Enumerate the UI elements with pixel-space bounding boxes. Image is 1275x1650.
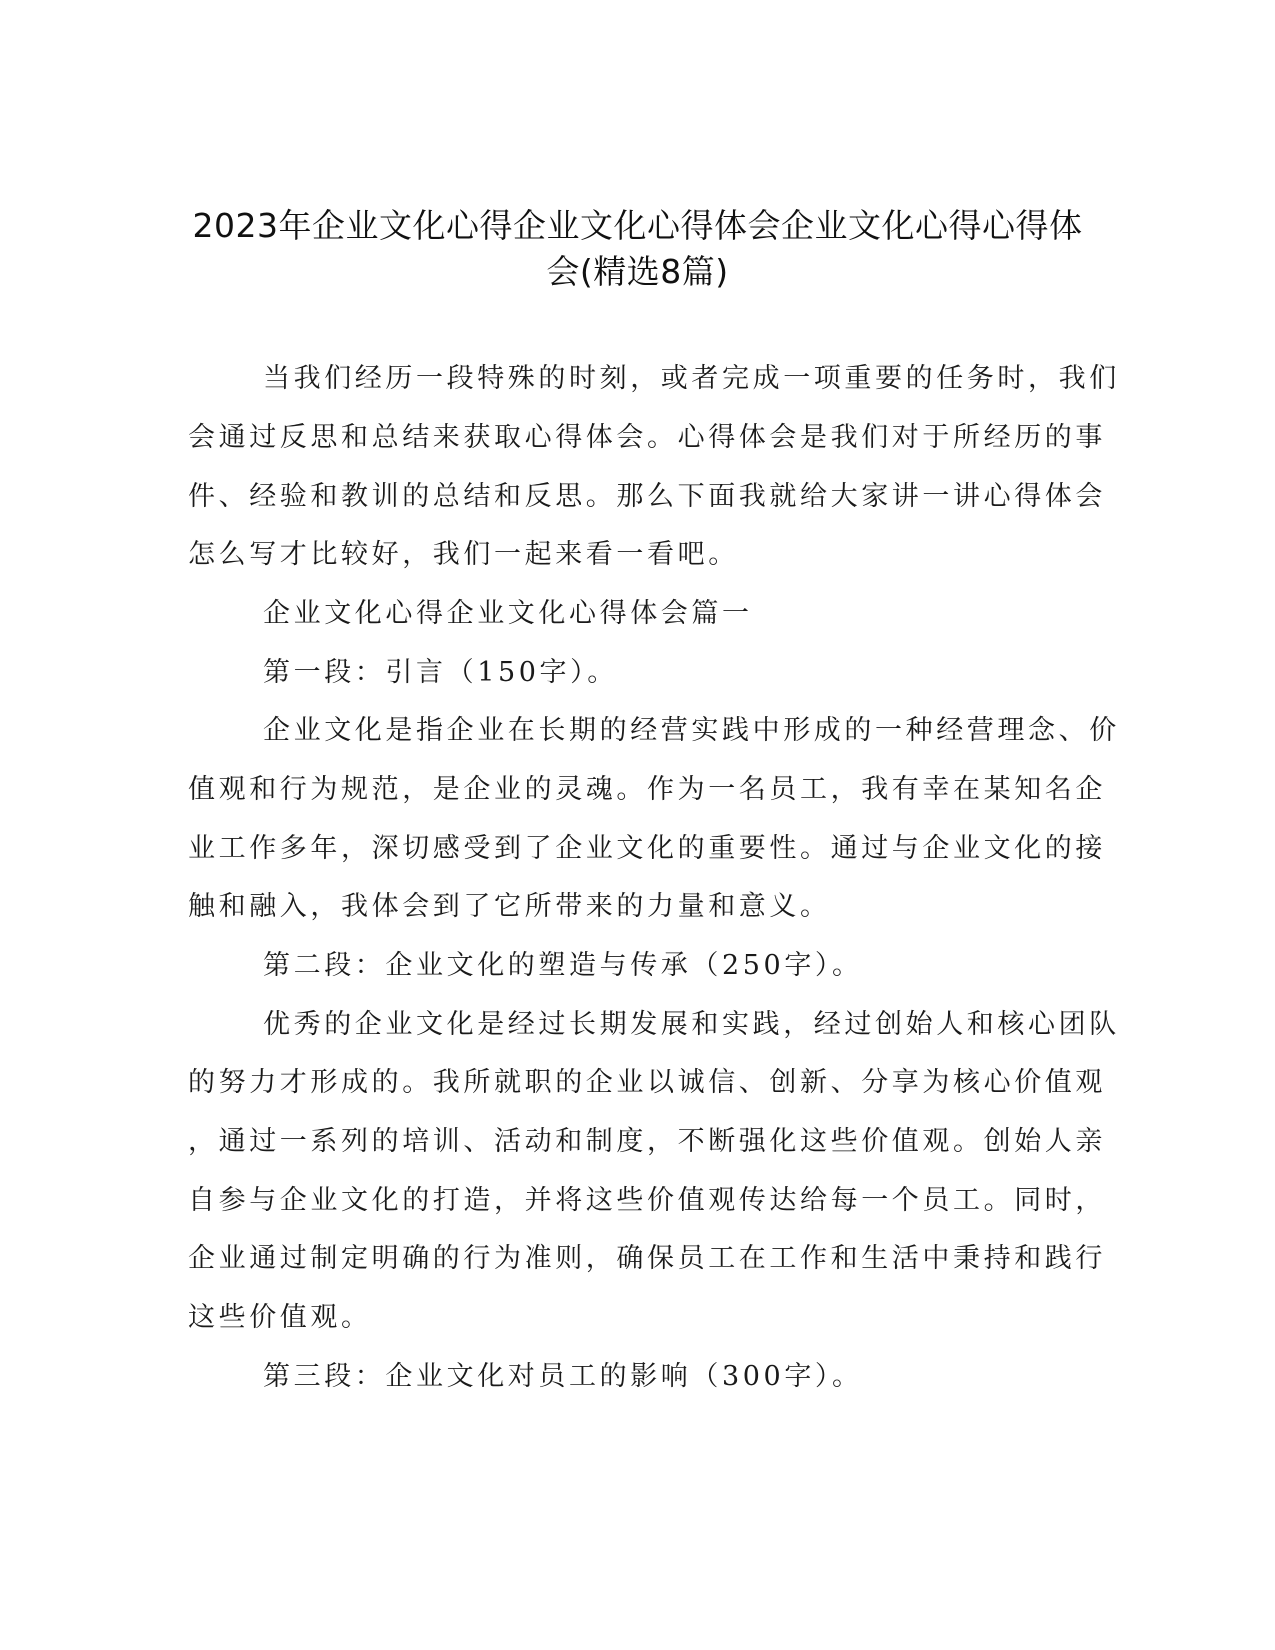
paragraph-line: 业工作多年，深切感受到了企业文化的重要性。通过与企业文化的接: [188, 833, 1106, 864]
paragraph-line: 这些价值观。: [188, 1302, 372, 1333]
section-heading: 企业文化心得企业文化心得体会篇一: [263, 598, 753, 629]
document-title-line-2: 会(精选8篇): [546, 252, 729, 291]
intro-paragraph-line: 怎么写才比较好，我们一起来看一看吧。: [188, 539, 739, 570]
paragraph-line: 触和融入，我体会到了它所带来的力量和意义。: [188, 891, 831, 922]
subsection-heading: 第三段：企业文化对员工的影响（300字）。: [263, 1361, 863, 1392]
subsection-heading: 第一段：引言（150字）。: [263, 657, 618, 688]
paragraph-line: ，通过一系列的培训、活动和制度，不断强化这些价值观。创始人亲: [188, 1126, 1106, 1157]
paragraph-line: 优秀的企业文化是经过长期发展和实践，经过创始人和核心团队: [263, 1009, 1120, 1040]
intro-paragraph-line: 件、经验和教训的总结和反思。那么下面我就给大家讲一讲心得体会: [188, 481, 1106, 512]
intro-paragraph-line: 当我们经历一段特殊的时刻，或者完成一项重要的任务时，我们: [263, 363, 1120, 394]
paragraph-line: 企业通过制定明确的行为准则，确保员工在工作和生活中秉持和践行: [188, 1243, 1106, 1274]
paragraph-line: 企业文化是指企业在长期的经营实践中形成的一种经营理念、价: [263, 715, 1120, 746]
subsection-heading: 第二段：企业文化的塑造与传承（250字）。: [263, 950, 863, 981]
paragraph-line: 的努力才形成的。我所就职的企业以诚信、创新、分享为核心价值观: [188, 1067, 1106, 1098]
paragraph-line: 值观和行为规范，是企业的灵魂。作为一名员工，我有幸在某知名企: [188, 774, 1106, 805]
paragraph-line: 自参与企业文化的打造，并将这些价值观传达给每一个员工。同时，: [188, 1185, 1106, 1216]
document-title-line-1: 2023年企业文化心得企业文化心得体会企业文化心得心得体: [192, 206, 1083, 245]
intro-paragraph-line: 会通过反思和总结来获取心得体会。心得体会是我们对于所经历的事: [188, 422, 1106, 453]
